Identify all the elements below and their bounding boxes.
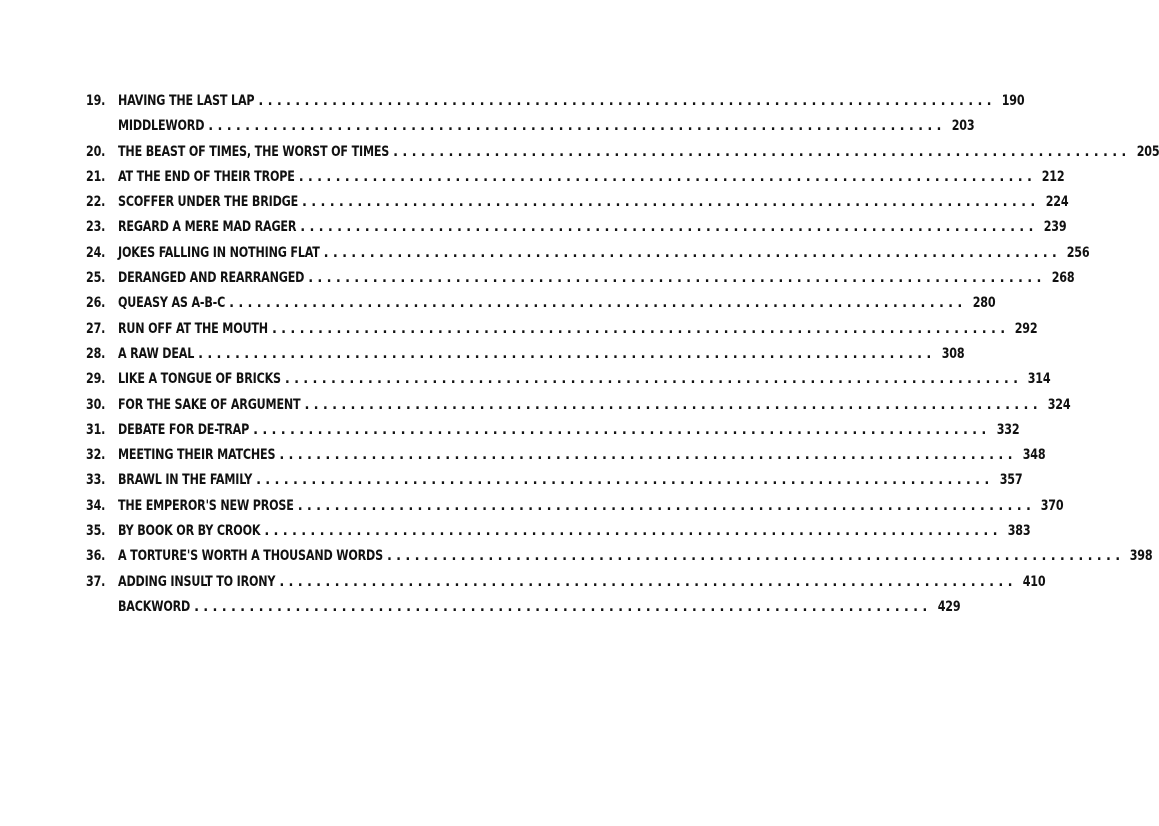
toc-entry-25 xyxy=(86,270,1075,295)
dot-leader: ................................................................................ xyxy=(258,93,996,109)
chapter-number: 37. xyxy=(86,573,106,590)
chapter-title: BACKWORD xyxy=(118,598,191,615)
chapter-number: 21. xyxy=(86,168,106,185)
page-number: 205 xyxy=(1136,143,1159,160)
chapter-title: ADDING INSULT TO IRONY xyxy=(118,573,276,590)
chapter-title: MEETING THEIR MATCHES xyxy=(118,447,276,464)
page-number: 292 xyxy=(1015,320,1038,337)
dot-leader: ................................................................................ xyxy=(279,573,1017,590)
page-number: 212 xyxy=(1041,168,1065,185)
dot-leader: ................................................................................ xyxy=(198,345,936,362)
table-of-contents xyxy=(86,93,1159,624)
dot-leader: ................................................................................ xyxy=(271,320,1010,337)
page-number: 280 xyxy=(972,295,996,312)
page-number: 324 xyxy=(1047,396,1071,413)
dot-leader: ................................................................................ xyxy=(308,270,1046,287)
page-number: 398 xyxy=(1130,548,1153,565)
page-number: 203 xyxy=(951,118,975,135)
page-number: 383 xyxy=(1007,523,1031,540)
chapter-number: 35. xyxy=(86,523,106,540)
toc-entry-34 xyxy=(86,497,1064,523)
page-number: 308 xyxy=(941,345,965,362)
toc-entry-27 xyxy=(86,320,1038,346)
dot-leader: ................................................................................ xyxy=(298,168,1037,185)
chapter-title: JOKES FALLING IN NOTHING FLAT xyxy=(118,244,320,261)
chapter-number: 28. xyxy=(86,345,106,362)
chapter-title: DERANGED AND REARRANGED xyxy=(118,270,305,287)
toc-entry-36 xyxy=(86,548,1153,573)
dot-leader: ................................................................................ xyxy=(302,194,1040,211)
dot-leader: ................................................................................ xyxy=(194,598,932,615)
page-number: 370 xyxy=(1040,497,1064,514)
dot-leader: ................................................................................ xyxy=(323,244,1062,261)
dot-leader: ................................................................................ xyxy=(229,295,967,312)
dot-leader: ................................................................................ xyxy=(279,447,1017,464)
toc-entry-30 xyxy=(86,396,1071,422)
page-number: 239 xyxy=(1043,219,1067,236)
chapter-number: 29. xyxy=(86,371,106,388)
chapter-title: AT THE END OF THEIR TROPE xyxy=(118,168,295,185)
toc-entry-24 xyxy=(86,244,1090,270)
page-number: 256 xyxy=(1066,244,1090,261)
chapter-number: 19. xyxy=(86,93,106,109)
chapter-title: LIKE A TONGUE OF BRICKS xyxy=(118,371,281,388)
page-number: 190 xyxy=(1001,93,1025,109)
toc-entry-21 xyxy=(86,168,1065,194)
toc-entry-23 xyxy=(86,219,1067,244)
chapter-number: 23. xyxy=(86,219,106,236)
page-number: 429 xyxy=(937,598,961,615)
chapter-title: A TORTURE'S WORTH A THOUSAND WORDS xyxy=(118,548,383,565)
dot-leader: ................................................................................ xyxy=(253,421,991,438)
chapter-title: RUN OFF AT THE MOUTH xyxy=(118,320,268,337)
page-number: 224 xyxy=(1045,194,1068,211)
chapter-number: 22. xyxy=(86,194,106,211)
chapter-number: 33. xyxy=(86,472,106,489)
toc-entry-20 xyxy=(86,143,1159,169)
dot-leader: ................................................................................ xyxy=(300,219,1038,236)
chapter-number: 20. xyxy=(86,143,106,160)
chapter-number: 24. xyxy=(86,244,106,261)
toc-entry-19 xyxy=(86,93,1025,118)
chapter-title: BRAWL IN THE FAMILY xyxy=(118,472,253,489)
dot-leader: ................................................................................ xyxy=(297,497,1036,514)
dot-leader: ................................................................................ xyxy=(304,396,1042,413)
toc-entry-35 xyxy=(86,523,1031,548)
page-number: 314 xyxy=(1028,371,1051,388)
chapter-number: 30. xyxy=(86,396,106,413)
toc-entry-32 xyxy=(86,447,1046,472)
toc-entry-middleword xyxy=(86,118,975,143)
chapter-title: HAVING THE LAST LAP xyxy=(118,93,255,109)
chapter-number: 31. xyxy=(86,421,106,438)
chapter-title: REGARD A MERE MAD RAGER xyxy=(118,219,297,236)
chapter-title: MIDDLEWORD xyxy=(118,118,205,135)
toc-entry-37 xyxy=(86,573,1046,599)
chapter-title: QUEASY AS A-B-C xyxy=(118,295,226,312)
page-number: 410 xyxy=(1022,573,1046,590)
chapter-number: 34. xyxy=(86,497,106,514)
chapter-number: 27. xyxy=(86,320,106,337)
toc-entry-22 xyxy=(86,194,1068,219)
page-number: 357 xyxy=(999,472,1023,489)
chapter-title: SCOFFER UNDER THE BRIDGE xyxy=(118,194,299,211)
chapter-number: 36. xyxy=(86,548,106,565)
chapter-title: THE BEAST OF TIMES, THE WORST OF TIMES xyxy=(118,143,390,160)
chapter-number: 26. xyxy=(86,295,106,312)
page-number: 268 xyxy=(1051,270,1075,287)
toc-entry-28 xyxy=(86,345,965,371)
toc-entry-backword xyxy=(86,598,961,624)
dot-leader: ................................................................................ xyxy=(284,371,1023,388)
dot-leader: ................................................................................ xyxy=(256,472,994,489)
chapter-number: 25. xyxy=(86,270,106,287)
dot-leader: ................................................................................ xyxy=(386,548,1125,565)
chapter-title: THE EMPEROR'S NEW PROSE xyxy=(118,497,294,514)
dot-leader: ................................................................................ xyxy=(264,523,1002,540)
page-number: 348 xyxy=(1022,447,1046,464)
chapter-number: 32. xyxy=(86,447,106,464)
chapter-title: DEBATE FOR DE-TRAP xyxy=(118,421,250,438)
toc-entry-26 xyxy=(86,295,996,320)
toc-entry-33 xyxy=(86,472,1023,497)
toc-entry-29 xyxy=(86,371,1051,396)
toc-entry-31 xyxy=(86,421,1020,447)
chapter-title: A RAW DEAL xyxy=(118,345,195,362)
chapter-title: BY BOOK OR BY CROOK xyxy=(118,523,261,540)
chapter-title: FOR THE SAKE OF ARGUMENT xyxy=(118,396,301,413)
dot-leader: ................................................................................ xyxy=(208,118,946,135)
dot-leader: ................................................................................ xyxy=(393,143,1131,160)
page-number: 332 xyxy=(996,421,1020,438)
